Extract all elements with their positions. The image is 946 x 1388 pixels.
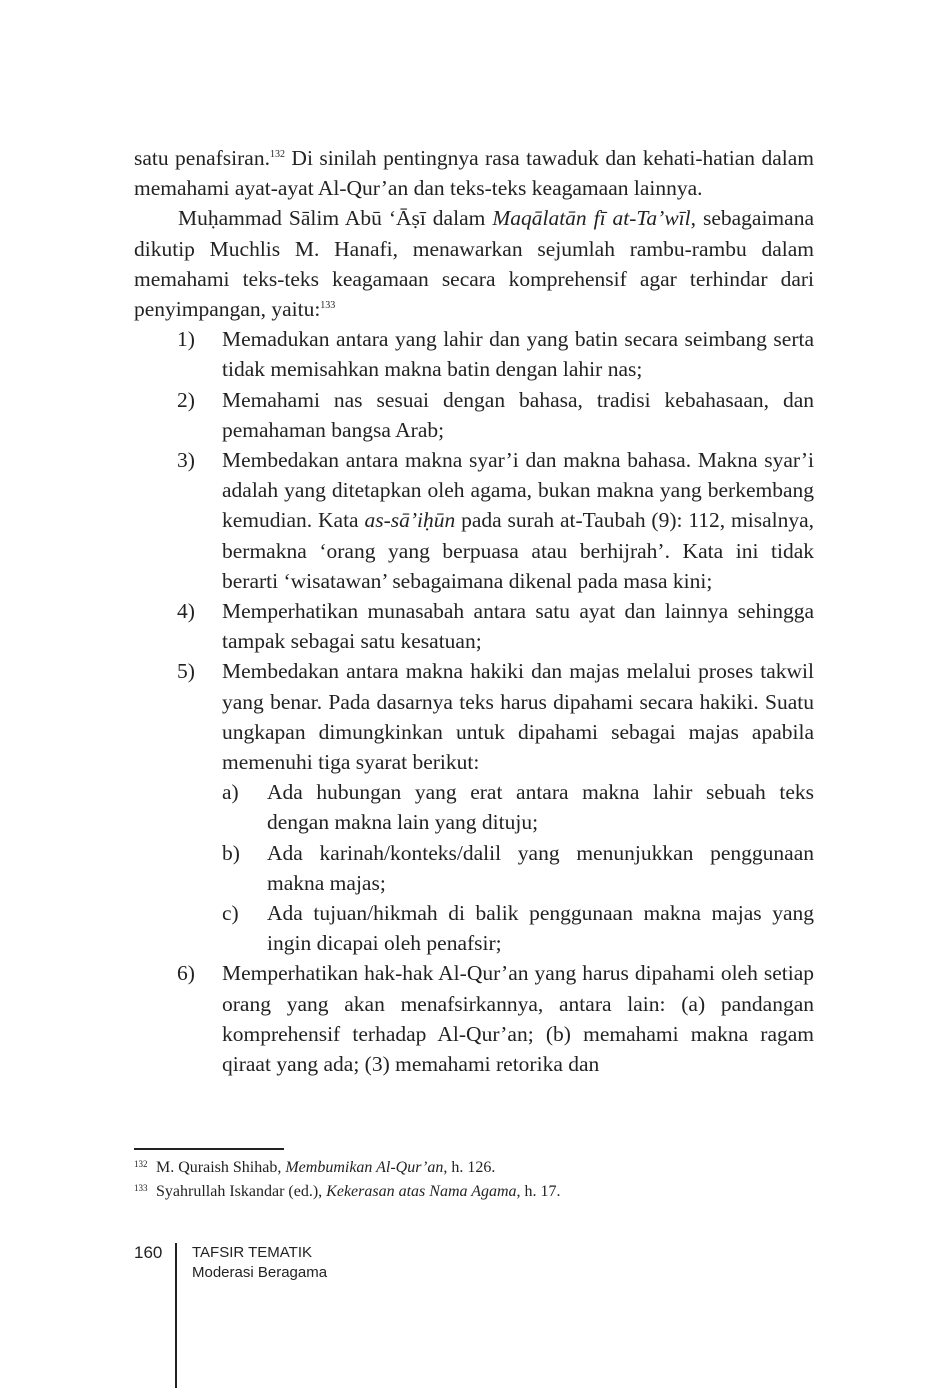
list-item-text: Memadukan antara yang lahir dan yang batin secara seimbang serta tidak memisahkan makna batin dengan lahir nas; <box>222 327 814 382</box>
sub-item-b <box>222 838 814 898</box>
footer-divider <box>175 1243 177 1388</box>
book-title-italic: Maqālatān fī at-Ta’wīl <box>492 206 691 231</box>
sub-item-a <box>222 777 814 837</box>
footnote-mark: 132 <box>134 1159 148 1169</box>
footnote-title: Kekerasan atas Nama Agama <box>326 1183 517 1200</box>
footnote-rest: , h. 17. <box>516 1183 561 1200</box>
list-number: 2) <box>177 387 195 412</box>
footnote-author: Syahrullah Iskandar (ed.), <box>156 1183 327 1200</box>
list-number: 1) <box>177 327 195 352</box>
footnote-divider <box>134 1148 284 1150</box>
list-item-text-cont: pada surah at-Taubah (9): 112, misalnya, bermakna ‘orang yang berpuasa atau berhijrah’. Kata ini tidak berarti ‘wisatawan’ sebagaimana dikenal pada masa kini; <box>222 508 814 593</box>
list-item-5 <box>134 656 814 958</box>
paragraph-1: satu penafsiran.$^{132}$ Di sinilah pentingnya rasa tawaduk dan kehati-hatian dalam memahami ayat-ayat Al-Qur’an dan teks-teks keagamaan lainnya. <box>134 146 815 201</box>
list-number: 6) <box>177 961 195 986</box>
sub-item-text: Ada hubungan yang erat antara makna lahir sebuah teks dengan makna lain yang dituju; <box>267 780 814 835</box>
list-item-1 <box>134 324 814 384</box>
footnotes <box>134 1156 814 1204</box>
sub-item-label: c) <box>222 901 239 926</box>
list-number: 5) <box>177 659 195 684</box>
list-item-text: Memahami nas sesuai dengan bahasa, tradisi kebahasaan, dan pemahaman bangsa Arab; <box>222 387 814 442</box>
sub-item-label: a) <box>222 780 239 805</box>
sub-item-label: b) <box>222 840 240 865</box>
sub-list <box>222 777 814 958</box>
list-item-2 <box>134 385 814 445</box>
book-subtitle: Moderasi Beragama <box>192 1264 328 1281</box>
list-item-text: Memperhatikan munasabah antara satu ayat dan lainnya sehingga tampak sebagai satu kesatuan; <box>222 599 814 654</box>
list-item-text: Membedakan antara makna syar’i dan makna bahasa. Makna syar’i adalah yang ditetapkan oleh agama, bukan makna yang berkembang kemudian. Kata <box>222 448 814 533</box>
footnote-ref-133: 133 <box>320 300 336 312</box>
list-item-6 <box>134 958 814 1079</box>
footnote-author: M. Quraish Shihab, <box>156 1159 286 1176</box>
footnote-mark: 133 <box>134 1183 148 1193</box>
paragraph-2: Muḥammad Sālim Abū ‘Āṣī dalam Maqālatān fī at-Ta’wīl, sebagaimana dikutip Muchlis M. Hanafi, menawarkan sejumlah rambu-rambu dalam memahami teks-teks keagamaan secara komprehensif agar terhindar dari penyimpangan, yaitu:$^{133}$ <box>134 206 814 322</box>
book-title: TAFSIR TEMATIK <box>192 1244 313 1261</box>
list-item-3 <box>134 445 814 596</box>
list-number: 4) <box>177 599 195 624</box>
list-item-text: Membedakan antara makna hakiki dan majas melalui proses takwil yang benar. Pada dasarnya teks harus dipahami secara hakiki. Suatu ungkapan dimungkinkan untuk dipahami sebagai majas apabila memenuhi tiga syarat berikut: <box>222 659 814 775</box>
list-number: 3) <box>177 448 195 473</box>
footnote-ref-132: 132 <box>269 149 285 160</box>
footnote-rest: , h. 126. <box>443 1159 496 1176</box>
footnote-133 <box>134 1180 814 1204</box>
footnote-title: Membumikan Al-Qur’an <box>285 1159 444 1176</box>
footnote-132 <box>134 1156 814 1180</box>
body-text <box>134 143 814 1079</box>
arabic-term-italic: as-sā’iḥūn <box>364 508 456 533</box>
sub-item-c <box>222 898 814 958</box>
sub-item-text: Ada karinah/konteks/dalil yang menunjukkan penggunaan makna majas; <box>267 840 814 895</box>
list-item-4 <box>134 596 814 656</box>
running-footer <box>192 1243 327 1283</box>
list-item-text: Memperhatikan hak-hak Al-Qur’an yang harus dipahami oleh setiap orang yang akan menafsirkannya, antara lain: (a) pandangan komprehensif terhadap Al-Qur’an; (b) memahami makna ragam qiraat yang ada; (3) memahami retorika dan <box>222 961 814 1077</box>
sub-item-text: Ada tujuan/hikmah di balik penggunaan makna majas yang ingin dicapai oleh penafsir; <box>267 901 814 956</box>
page-number: 160 <box>134 1243 163 1262</box>
numbered-list <box>134 324 814 1079</box>
